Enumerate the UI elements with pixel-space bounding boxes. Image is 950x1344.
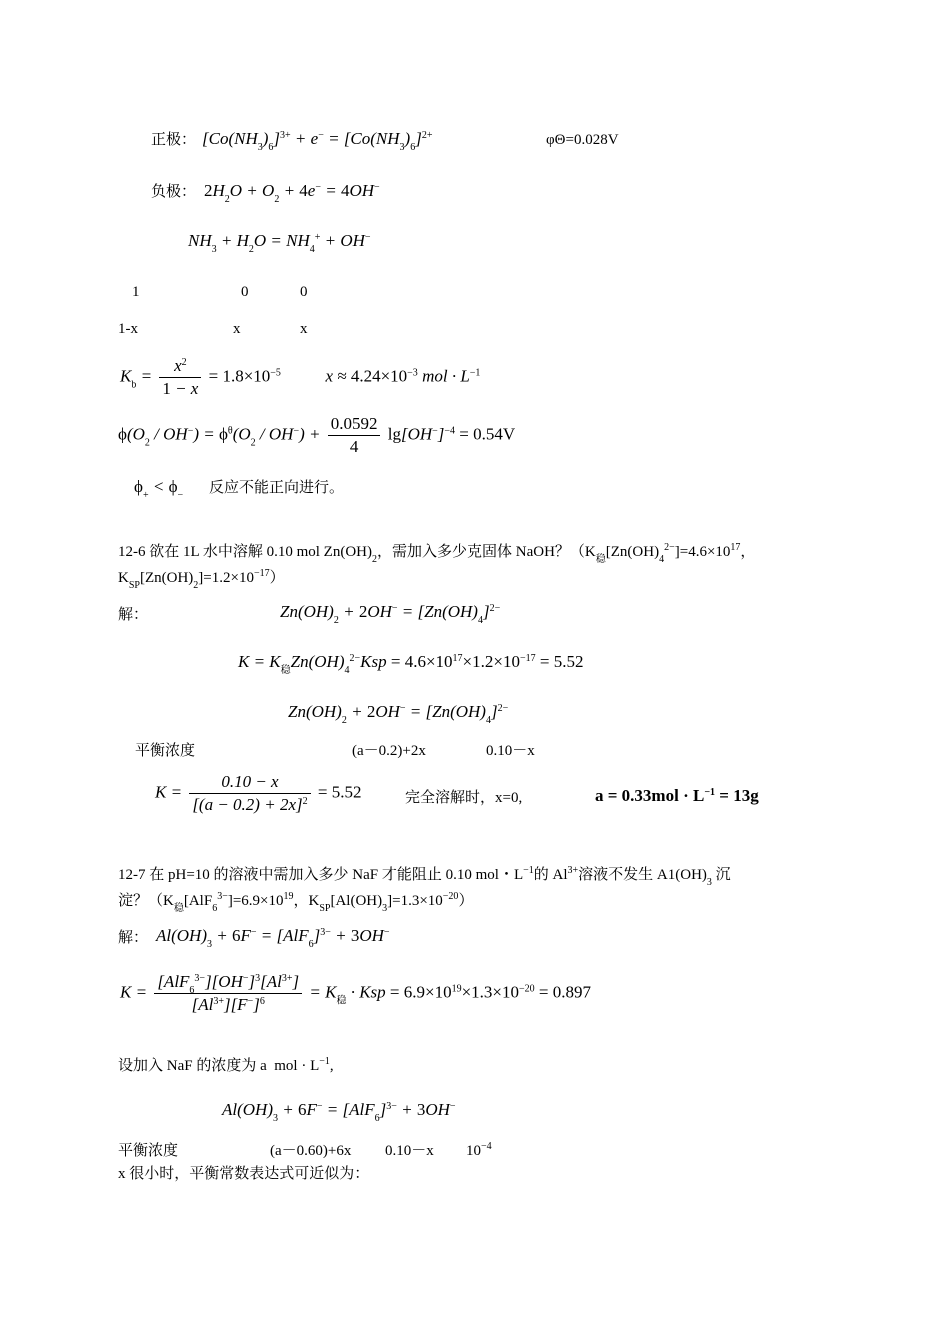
- initial-conc-3: 0: [300, 284, 308, 300]
- zn-eq-a: (a－0.2)+2x: [352, 743, 426, 759]
- phi-expression: $\phi(O_2 / OH^-) = \phi^\theta(O_2 / OH^-)$ + $\frac{0.0592}{4}$ $\lg[OH^-]^{-4} = 0.54V$: [118, 414, 516, 456]
- problem-12-6-line1: 12-6 欲在 1L 水中溶解 0.10 mol $Zn(OH)_2$，需加入多少克固体 NaOH？（$K_稳[Zn(OH)_4^{2-}]=4.6\times 10^{17}$，: [118, 542, 756, 565]
- ammonia-equilibrium: $NH_3 + H_2O = NH_4^+ + OH^-$: [188, 231, 371, 255]
- al-approx-text: x 很小时，平衡常数表达式可近似为：: [118, 1166, 370, 1182]
- al-set-text: 设加入 NaF 的浓度为 a mol · $L^{-1}$,: [118, 1056, 334, 1074]
- zn-eq-b: 0.10－x: [486, 743, 535, 759]
- positive-electrode-label: 正极：: [151, 132, 197, 148]
- phi-comparison: $\phi_+ < \phi_-$: [134, 477, 184, 501]
- conclusion-text: 反应不能正向进行。: [209, 480, 345, 496]
- negative-electrode-label: 负极：: [151, 184, 197, 200]
- zn-answer: $a = 0.33mol \cdot L^{-1} = 13g$: [595, 786, 759, 805]
- problem-12-7-line2: 淀？（$K_稳[AlF_6^{3-}]=6.9\times 10^{19}$，$K_{SP}[Al(OH)_3]=1.3\times 10^{-20}$）: [118, 891, 474, 914]
- zn-reaction-1: $Zn(OH)_2 + 2OH^- = [Zn(OH)_4]^{2-}$: [280, 602, 501, 626]
- zn-reaction-2: $Zn(OH)_2 + 2OH^- = [Zn(OH)_4]^{2-}$: [288, 702, 509, 726]
- al-eq-c: $10^{-4}$: [466, 1141, 492, 1159]
- kb-expression: $K_b$ = $\frac{x^2}{1 - x}$ = $1.8\times 10^{-5}$ $x \approx 4.24\times 10^{-3}$ mol · $L^{-1}$: [120, 356, 481, 398]
- eq-conc-3: x: [300, 321, 308, 337]
- problem-12-6-line2: $K_{SP}[Zn(OH)_2]=1.2\times 10^{-17}$）: [118, 568, 285, 591]
- al-reaction-1: $Al(OH)_3 + 6F^- = [AlF_6]^{3-} + 3OH^-$: [156, 926, 390, 950]
- positive-electrode-equation: $[Co(NH_3)_6]^{3+} + e^- = [Co(NH_3)_6]^{2+}$: [202, 129, 433, 153]
- eq-conc-2: x: [233, 321, 241, 337]
- problem-12-7-solve: 解：: [118, 930, 149, 946]
- negative-electrode-equation: $2H_2O + O_2 + 4e^- = 4OH^-$: [204, 181, 380, 205]
- zn-k-expression: $K = K_稳Zn(OH)_4^{2-}Ksp = 4.6\times 10^{17}\times 1.2\times 10^{-17} = 5.52$: [238, 652, 584, 676]
- al-eq-b: 0.10－x: [385, 1143, 434, 1159]
- al-eq-a: (a－0.60)+6x: [270, 1143, 352, 1159]
- eq-conc-1: 1-x: [118, 321, 138, 337]
- al-reaction-2: $Al(OH)_3 + 6F^- = [AlF_6]^{3-} + 3OH^-$: [222, 1100, 456, 1124]
- standard-potential: φΘ=0.028V: [546, 132, 619, 148]
- problem-12-7-line1: 12-7 在 pH=10 的溶液中需加入多少 NaF 才能阻止 0.10 mol・$L^{-1}$的 $Al^{3+}$溶液不发生 $A1(OH)_3$ 沉: [118, 865, 731, 888]
- al-k-expression: K = $\frac{[AlF_6^{3-}][OH^-]^3[Al^{3+}]}{[Al^{3+}][F^-]^6}$ = $K_稳$ · Ksp = $6.9\times 10^{19}\times 1.3\times 10^{-20} = 0.897$: [120, 972, 592, 1014]
- al-eq-label: 平衡浓度: [118, 1143, 179, 1159]
- problem-12-6-solve: 解：: [118, 607, 149, 623]
- zn-eq-label: 平衡浓度: [135, 743, 196, 759]
- zn-full-dissolve: 完全溶解时，x=0,: [405, 790, 523, 806]
- zn-k-fraction: K = $\frac{0.10 - x}{[(a - 0.2) + 2x]^2}$ = 5.52: [155, 772, 362, 814]
- initial-conc-2: 0: [241, 284, 249, 300]
- initial-conc-1: 1: [132, 284, 140, 300]
